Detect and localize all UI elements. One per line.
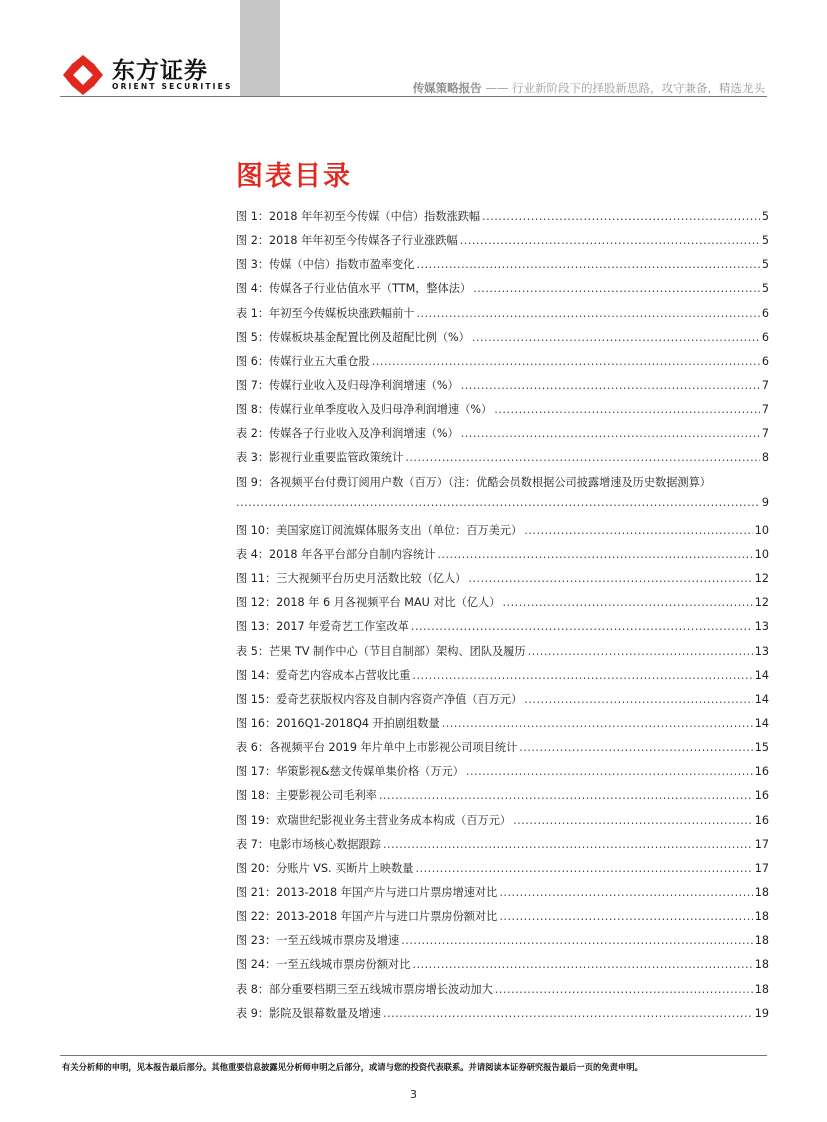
report-separator: —— xyxy=(481,81,512,95)
toc-entry[interactable] xyxy=(236,232,769,256)
toc-entry-page: 18 xyxy=(754,910,769,924)
toc-entry-page: 10 xyxy=(754,523,769,537)
toc-entry-label: 图 5：传媒板块基金配置比例及超配比例（%） xyxy=(236,330,470,344)
toc-entry[interactable] xyxy=(236,763,769,787)
toc-leader-dots xyxy=(502,596,752,609)
toc-leader-dots xyxy=(461,379,760,392)
toc-entry[interactable] xyxy=(236,377,769,401)
toc-entry-label: 表 1：年初至今传媒板块涨跌幅前十 xyxy=(236,306,415,320)
toc-entry[interactable] xyxy=(236,956,769,980)
toc-entry-label: 图 14：爱奇艺内容成本占营收比重 xyxy=(236,668,411,682)
toc-entry-page: 16 xyxy=(754,789,769,803)
toc-entry[interactable] xyxy=(236,256,769,280)
toc-entry-label: 图 13：2017 年爱奇艺工作室改革 xyxy=(236,620,409,634)
toc-entry-page: 6 xyxy=(761,306,769,320)
orient-logo-icon xyxy=(60,52,106,98)
toc-leader-dots xyxy=(472,331,760,344)
toc-entry-page: 6 xyxy=(761,354,769,368)
toc-leader-dots xyxy=(372,355,760,368)
toc-leader-dots xyxy=(405,451,760,464)
toc-leader-dots xyxy=(524,524,752,537)
toc-entry-label: 表 7：电影市场核心数据跟踪 xyxy=(236,837,381,851)
toc-entry[interactable] xyxy=(236,812,769,836)
toc-leader-dots xyxy=(482,210,760,223)
toc-leader-dots xyxy=(495,983,753,996)
toc-leader-dots xyxy=(411,620,753,633)
report-header xyxy=(413,80,765,96)
toc-entry[interactable] xyxy=(236,618,769,642)
toc-leader-dots xyxy=(379,789,753,802)
toc-entry-label: 图 15：爱奇艺获版权内容及自制内容资产净值（百万元） xyxy=(236,692,523,706)
toc-entry-label: 表 4：2018 年各平台部分自制内容统计 xyxy=(236,547,436,561)
toc-entry-label: 表 6：各视频平台 2019 年片单中上市影视公司项目统计 xyxy=(236,741,518,755)
toc-leader-dots xyxy=(401,934,753,947)
company-logo xyxy=(60,52,233,96)
toc-entry[interactable] xyxy=(236,401,769,425)
toc-entry-label: 图 20：分账片 VS. 买断片上映数量 xyxy=(236,861,414,875)
toc-entry[interactable] xyxy=(236,474,769,496)
toc-leader-dots xyxy=(437,548,752,561)
toc-leader-dots xyxy=(528,645,753,658)
toc-leader-dots xyxy=(412,669,752,682)
toc-entry-page: 18 xyxy=(754,934,769,948)
toc-entry-page: 15 xyxy=(754,741,769,755)
toc-leader-dots xyxy=(494,403,760,416)
toc-leader-dots xyxy=(442,717,753,730)
toc-entry-page: 16 xyxy=(754,765,769,779)
toc-entry-page: 17 xyxy=(754,837,769,851)
toc-leader-dots xyxy=(473,282,760,295)
report-subtitle: 行业新阶段下的择股新思路，攻守兼备，精选龙头 xyxy=(512,81,765,95)
toc-entry[interactable] xyxy=(236,932,769,956)
page-number: 3 xyxy=(410,1088,417,1101)
toc-entry-page: 12 xyxy=(754,596,769,610)
toc-entry-page: 16 xyxy=(754,813,769,827)
toc-entry-page: 8 xyxy=(761,451,769,465)
toc-entry-label: 图 24：一至五线城市票房份额对比 xyxy=(236,958,411,972)
toc-entry-page: 13 xyxy=(754,644,769,658)
toc-entry[interactable] xyxy=(236,425,769,449)
toc-leader-dots xyxy=(412,958,752,971)
toc-entry-page: 5 xyxy=(761,234,769,248)
toc-leader-dots xyxy=(460,234,760,247)
toc-entry-page: 5 xyxy=(761,258,769,272)
toc-leader-dots xyxy=(383,1007,753,1020)
toc-leader-dots xyxy=(499,910,752,923)
toc-leader-dots xyxy=(513,814,753,827)
header-decor-block xyxy=(240,0,280,96)
toc-entry[interactable] xyxy=(236,329,769,353)
toc-entry[interactable] xyxy=(236,1005,769,1029)
toc-entry-page: 7 xyxy=(761,403,769,417)
toc-entry[interactable] xyxy=(236,715,769,739)
toc-entry-page: 13 xyxy=(754,620,769,634)
toc-entry[interactable] xyxy=(236,546,769,570)
report-type: 传媒策略报告 xyxy=(412,81,482,95)
toc-leader-dots xyxy=(524,693,752,706)
header-divider xyxy=(60,96,767,97)
toc-entry[interactable] xyxy=(236,522,769,546)
toc-entry-label: 图 16：2016Q1-2018Q4 开拍剧组数量 xyxy=(236,716,440,730)
toc-entry-label: 表 2：传媒各子行业收入及净利润增速（%） xyxy=(236,427,459,441)
toc-entry[interactable] xyxy=(236,908,769,932)
toc-leader-dots xyxy=(417,258,760,271)
toc-entry[interactable] xyxy=(236,643,769,667)
toc-entry-label: 图 6：传媒行业五大重仓股 xyxy=(236,354,370,368)
toc-entry-page: 12 xyxy=(754,572,769,586)
toc-entry[interactable] xyxy=(236,836,769,860)
toc-entry-continuation[interactable] xyxy=(236,496,769,522)
toc-entry-page: 18 xyxy=(754,885,769,899)
toc-leader-dots xyxy=(468,572,752,585)
toc-title: 图表目录 xyxy=(236,161,352,192)
toc-entry[interactable] xyxy=(236,280,769,304)
toc-entry[interactable] xyxy=(236,594,769,618)
toc-entry-label: 图 18：主要影视公司毛利率 xyxy=(236,789,377,803)
toc-leader-dots xyxy=(499,886,752,899)
toc-entry-page: 7 xyxy=(761,378,769,392)
toc-entry-label: 表 8：部分重要档期三至五线城市票房增长波动加大 xyxy=(236,982,493,996)
toc-entry-page: 19 xyxy=(754,1006,769,1020)
toc-entry-page: 14 xyxy=(754,716,769,730)
toc-entry-label: 图 19：欢瑞世纪影视业务主营业务成本构成（百万元） xyxy=(236,813,512,827)
toc-leader-dots xyxy=(383,838,753,851)
logo-english-name: ORIENT SECURITIES xyxy=(112,82,233,91)
toc-entry-page: 14 xyxy=(754,692,769,706)
toc-entry[interactable] xyxy=(236,860,769,884)
toc-entry-page: 14 xyxy=(754,668,769,682)
toc-entry-label: 表 9：影院及银幕数量及增速 xyxy=(236,1006,381,1020)
toc-entry[interactable] xyxy=(236,691,769,715)
toc-entry[interactable] xyxy=(236,884,769,908)
toc-entry[interactable] xyxy=(236,449,769,473)
toc-leader-dots xyxy=(415,862,752,875)
toc-entry-page: 5 xyxy=(761,210,769,223)
toc-entry[interactable] xyxy=(236,981,769,1005)
footer-disclaimer: 有关分析师的申明，见本报告最后部分。其他重要信息披露见分析师申明之后部分，或请与您的投资代表联系。并请阅读本证券研究报告最后一页的免责申明。 xyxy=(62,1062,643,1072)
toc-entry-page: 7 xyxy=(761,427,769,441)
toc-entry-page: 18 xyxy=(754,982,769,996)
logo-chinese-name: 东方证券 xyxy=(112,58,208,84)
toc-leader-dots xyxy=(461,427,760,440)
toc-entry-label: 图 7：传媒行业收入及归母净利润增速（%） xyxy=(236,378,459,392)
toc-entry-label: 图 21：2013-2018 年国产片与进口片票房增速对比 xyxy=(236,885,498,899)
toc-entry-label: 表 5：芒果 TV 制作中心（节目自制部）架构、团队及履历 xyxy=(236,644,526,658)
toc-entry-label: 图 8：传媒行业单季度收入及归母净利润增速（%） xyxy=(236,403,493,417)
toc-entry-page: 6 xyxy=(761,330,769,344)
toc-entry-page: 9 xyxy=(761,495,769,509)
toc-leader-dots xyxy=(236,496,760,509)
toc-entry[interactable] xyxy=(236,305,769,329)
toc-entry-label: 图 9：各视频平台付费订阅用户数（百万）（注：优酷会员数根据公司披露增速及历史数据测算） xyxy=(236,475,711,489)
footer-divider xyxy=(60,1055,767,1056)
toc-entry-page: 17 xyxy=(754,861,769,875)
table-of-figures xyxy=(236,208,769,1029)
toc-entry-label: 图 3：传媒（中信）指数市盈率变化 xyxy=(236,258,415,272)
toc-entry-page: 10 xyxy=(754,547,769,561)
toc-entry[interactable] xyxy=(236,787,769,811)
toc-entry-label: 图 11：三大视频平台历史月活数比较（亿人） xyxy=(236,572,467,586)
toc-entry-label: 图 10：美国家庭订阅流媒体服务支出（单位：百万美元） xyxy=(236,523,523,537)
toc-entry-label: 图 4：传媒各子行业估值水平（TTM，整体法） xyxy=(236,282,472,296)
toc-entry-page: 18 xyxy=(754,958,769,972)
toc-leader-dots xyxy=(466,765,753,778)
toc-entry[interactable] xyxy=(236,208,769,232)
toc-entry-label: 图 12：2018 年 6 月各视频平台 MAU 对比（亿人） xyxy=(236,596,501,610)
toc-entry-label: 图 2：2018 年年初至今传媒各子行业涨跌幅 xyxy=(236,234,458,248)
toc-entry-label: 图 1：2018 年年初至今传媒（中信）指数涨跌幅 xyxy=(236,210,481,223)
toc-leader-dots xyxy=(519,741,753,754)
toc-entry-page: 5 xyxy=(761,282,769,296)
toc-leader-dots xyxy=(417,307,760,320)
toc-entry[interactable] xyxy=(236,353,769,377)
toc-entry-label: 图 23：一至五线城市票房及增速 xyxy=(236,934,400,948)
toc-entry[interactable] xyxy=(236,570,769,594)
toc-entry-label: 图 22：2013-2018 年国产片与进口片票房份额对比 xyxy=(236,910,498,924)
toc-entry[interactable] xyxy=(236,667,769,691)
toc-entry-label: 图 17：华策影视&慈文传媒单集价格（万元） xyxy=(236,765,464,779)
toc-entry[interactable] xyxy=(236,739,769,763)
toc-entry-label: 表 3：影视行业重要监管政策统计 xyxy=(236,451,404,465)
